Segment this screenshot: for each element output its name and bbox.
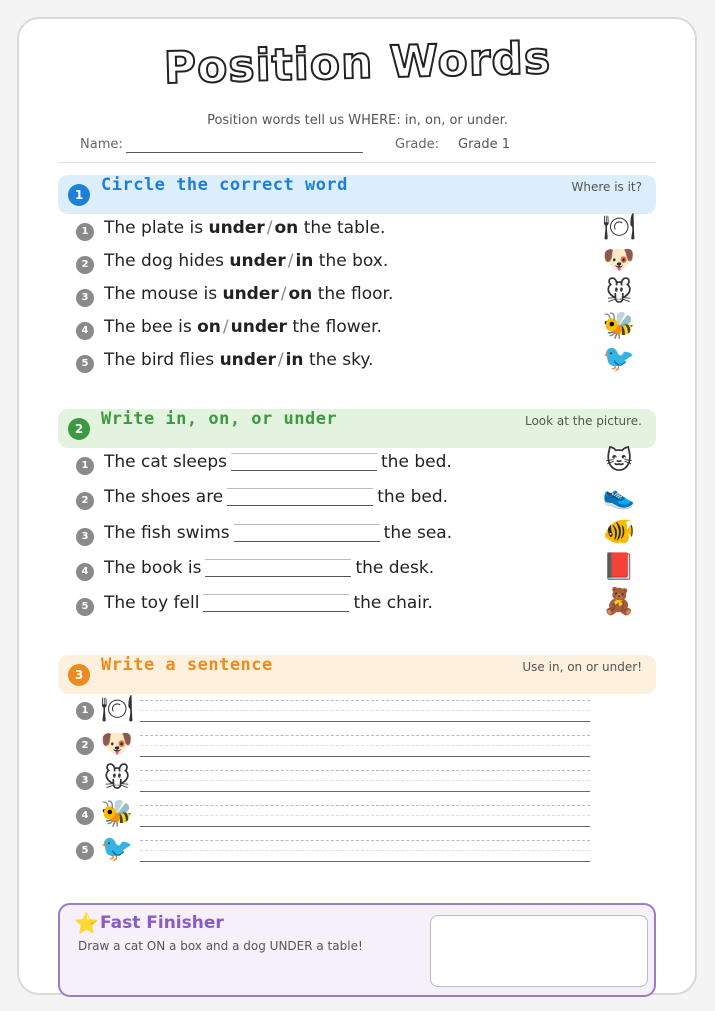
question-text — [104, 452, 452, 472]
question-text — [104, 487, 448, 507]
question-number: 1 — [76, 457, 94, 475]
question-text — [104, 523, 452, 543]
question-number: 2 — [76, 492, 94, 510]
fill-question — [76, 552, 636, 588]
fill-question — [76, 517, 636, 553]
text-pre: The shoes are — [104, 487, 224, 507]
section-2-header — [58, 409, 656, 448]
name-label: Name: — [80, 137, 123, 152]
section-number: 1 — [68, 184, 90, 206]
sentence-row — [76, 729, 596, 763]
bird-icon: 🐦 — [602, 344, 636, 374]
section-title: Write in, on, or under — [101, 409, 338, 429]
subtitle: Position words tell us WHERE: in, on, or under. — [207, 113, 508, 128]
text-pre: The fish swims — [104, 523, 230, 543]
text-post: the sea. — [383, 523, 453, 543]
choice-a[interactable]: under — [208, 218, 265, 238]
sentence-row — [76, 694, 596, 728]
text-post: the bed. — [377, 487, 449, 507]
question-number: 3 — [76, 289, 94, 307]
text-pre: The dog hides — [104, 251, 230, 271]
fast-finisher-box — [58, 903, 656, 997]
choice-b[interactable]: in — [285, 350, 304, 370]
text-pre: The toy fell — [104, 593, 200, 613]
section-title: Circle the correct word — [101, 175, 348, 195]
question-text — [104, 593, 433, 613]
sentence-row — [76, 764, 596, 798]
section-number: 3 — [68, 664, 90, 686]
question-number: 5 — [76, 355, 94, 373]
fast-finisher-title: Fast Finisher — [100, 913, 224, 933]
text-post: the desk. — [355, 558, 435, 578]
plate-icon: 🍽 — [100, 694, 134, 724]
text-post: the table. — [298, 218, 386, 238]
section-title: Write a sentence — [101, 655, 273, 675]
sentence-writing-line[interactable] — [140, 805, 590, 827]
text-post: the chair. — [353, 593, 433, 613]
circle-question — [76, 344, 636, 380]
question-number: 1 — [76, 702, 94, 720]
choice-b[interactable]: on — [288, 284, 313, 304]
answer-blank[interactable] — [227, 488, 373, 506]
sentence-row — [76, 834, 596, 868]
question-text: The plate is under / on the table. — [104, 218, 386, 238]
answer-blank[interactable] — [205, 559, 351, 577]
choice-a[interactable]: under — [219, 350, 276, 370]
question-number: 2 — [76, 737, 94, 755]
name-field[interactable] — [126, 152, 363, 153]
header-divider — [58, 162, 656, 163]
fill-question — [76, 446, 636, 482]
text-pre: The book is — [104, 558, 202, 578]
choice-a[interactable]: under — [229, 251, 286, 271]
grade-label: Grade: — [395, 137, 440, 152]
text-pre: The mouse is — [104, 284, 223, 304]
text-pre: The bee is — [104, 317, 198, 337]
choice-b[interactable]: on — [274, 218, 299, 238]
section-1-header — [58, 175, 656, 214]
page-title: Position Words — [163, 32, 552, 95]
fill-question — [76, 481, 636, 517]
text-pre: The bird flies — [104, 350, 220, 370]
star-icon: ⭐ — [74, 911, 99, 935]
bee-icon: 🐝 — [602, 311, 636, 341]
sentence-writing-line[interactable] — [140, 770, 590, 792]
dog-icon: 🐶 — [100, 729, 134, 759]
drawing-box[interactable] — [430, 915, 648, 987]
bee-icon: 🐝 — [100, 799, 134, 829]
sentence-writing-line[interactable] — [140, 840, 590, 862]
question-number: 3 — [76, 772, 94, 790]
question-text: The mouse is under / on the floor. — [104, 284, 394, 304]
question-number: 4 — [76, 322, 94, 340]
answer-blank[interactable] — [234, 524, 380, 542]
text-post: the box. — [313, 251, 389, 271]
shoe-icon: 👟 — [602, 481, 636, 511]
question-text: The dog hides under / in the box. — [104, 251, 389, 271]
fast-finisher-text: Draw a cat ON a box and a dog UNDER a table! — [78, 939, 363, 953]
answer-blank[interactable] — [203, 594, 349, 612]
question-number: 3 — [76, 528, 94, 546]
teddy-bear-icon: 🧸 — [602, 587, 636, 617]
sentence-writing-line[interactable] — [140, 700, 590, 722]
text-pre: The cat sleeps — [104, 452, 228, 472]
text-pre: The plate is — [104, 218, 209, 238]
text-post: the sky. — [303, 350, 374, 370]
sentence-writing-line[interactable] — [140, 735, 590, 757]
fill-question — [76, 587, 636, 623]
dog-icon: 🐶 — [602, 245, 636, 275]
question-number: 1 — [76, 223, 94, 241]
fish-icon: 🐠 — [602, 517, 636, 547]
circle-question — [76, 245, 636, 281]
section-hint: Where is it? — [571, 180, 642, 194]
text-post: the flower. — [286, 317, 382, 337]
cat-icon: 🐱 — [605, 446, 633, 476]
text-post: the bed. — [381, 452, 452, 472]
question-number: 5 — [76, 598, 94, 616]
plate-icon: 🍽 — [602, 212, 636, 242]
bird-icon: 🐦 — [100, 834, 134, 864]
text-post: the floor. — [312, 284, 394, 304]
choice-a[interactable]: under — [222, 284, 279, 304]
answer-blank[interactable] — [231, 453, 377, 471]
question-number: 5 — [76, 842, 94, 860]
sentence-row — [76, 799, 596, 833]
section-hint: Look at the picture. — [524, 414, 642, 428]
choice-b[interactable]: in — [295, 251, 314, 271]
grade-value: Grade 1 — [458, 137, 511, 152]
choice-a[interactable]: on — [197, 317, 221, 337]
book-icon: 📕 — [602, 552, 636, 582]
question-number: 2 — [76, 256, 94, 274]
question-number: 4 — [76, 563, 94, 581]
question-number: 4 — [76, 807, 94, 825]
circle-question — [76, 212, 636, 248]
question-text — [104, 558, 434, 578]
question-text: The bird flies under / in the sky. — [104, 350, 374, 370]
mouse-icon: 🐭 — [605, 278, 633, 308]
circle-question — [76, 278, 636, 314]
question-text: The bee is on / under the flower. — [104, 317, 382, 337]
section-3-header — [58, 655, 656, 694]
section-hint: Use in, on or under! — [522, 660, 642, 674]
section-number: 2 — [68, 418, 90, 440]
choice-b[interactable]: under — [230, 317, 287, 337]
mouse-icon: 🐭 — [103, 764, 131, 794]
circle-question — [76, 311, 636, 347]
